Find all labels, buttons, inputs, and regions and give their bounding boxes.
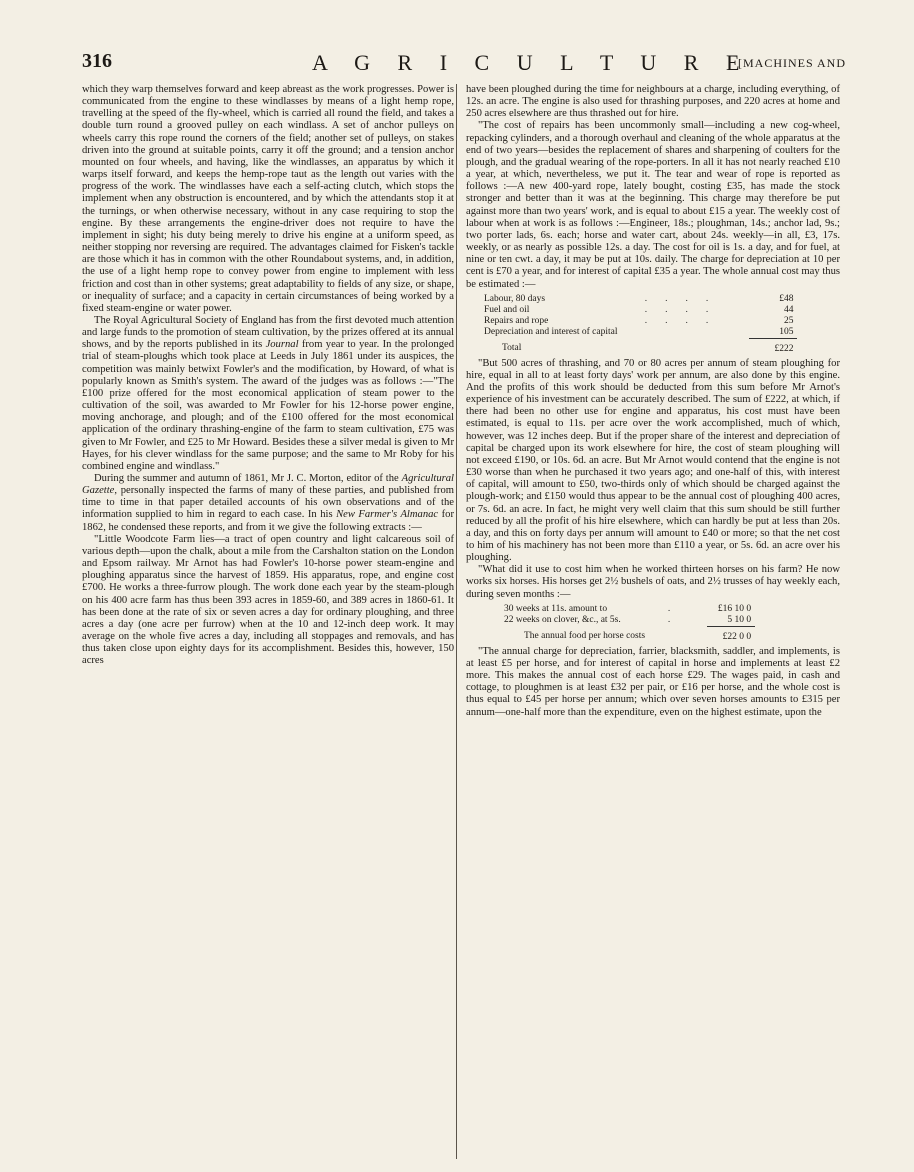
page-number: 316 [82,50,112,72]
table-row: 22 weeks on clover, &c., at 5s. . 5 10 0 [504,614,752,625]
table-row: Fuel and oil .... 44 [484,304,794,315]
paragraph: "What did it use to cost him when he worked thirteen horses on his farm? He now works six horses. His horses get 2½ bushels of oats, and 2½ trusses of hay weekly each, during seven months :— [466,564,840,600]
table-total-row: Total £222 [480,338,797,355]
paragraph: "The cost of repairs has been uncommonly small—including a new cog-wheel, repacking cylinders, and a thorough overhaul and cleaning of the whole apparatus at the end of two years—besides the replacement of shares and sharpening of coulters for the plough, and the gradual wearing of the rope-porters. In all it has not nearly reached £10 a year, at which, nevertheless, we put it. The tear and wear of rope is reported as follows :—A new 400-yard rope, lately bought, costing £35, has made the stock stronger and better than it was at the beginning. This charge may therefore be put against more than two years' work, and is equal to about £15 a year. The weekly cost of labour when at work is as follows :—Engineer, 18s.; ploughman, 14s.; anchor lad, 9s.; two porter lads, 6s. each; horse and water cart, about 24s. weekly—in all, £3, 17s. weekly, or as nearly as possible 12s. a day. The cost for oil is 1s. a day, and for fuel, at nine or ten cwt. a day, it may be put at 10s. daily. The charge for depreciation at 10 per cent is £70 a year, and for interest of capital £35 a year. The whole annual cost may thus be estimated :— [466,120,840,290]
paragraph: which they warp themselves forward and keep abreast as the work progresses. Power is communicated from the engine to these windlasses by means of a light hemp rope, travelling at the speed of the fly-wheel, which is carried all round the field, and takes a double turn round a grooved pulley on each windlass. A set of anchor pulleys on wheels carry this rope round the corners of the field; another set of pulleys, on stakes driven into the ground at suitable points, carry it off the ground; and a tension anchor mounted on four wheels, and having, like the windlasses, an apparatus by which it warps itself forward, and keeps the hemp-rope taut as the length out varies with the progress of the work. The windlasses have each a self-acting clutch, which stops the implement when any obstruction is encountered, and by which the attendants stop it at the turnings, or when otherwise necessary, without in any case requiring to stop the engine. By these arrangements the engine-driver does not require to have the implement in sight; his duty being merely to drive his engine at a uniform speed, as neither stopping nor reversing are required. The advantages claimed for Fisken's tackle are those which it has in common with the other Roundabout systems, and, in addition, the use of a light hemp rope to convey power from engine to implement with less friction and cost than in other systems; great adaptability to fields of any size, or shape, or inequality of surface; and a capacity in certain circumstances of being worked by a fixed steam-engine or water power. [82,84,454,314]
paragraph: The Royal Agricultural Society of England has from the first devoted much attention and large funds to the promotion of steam cultivation, by the prizes offered at its annual shows, and by the reports published in its Journal from year to year. In the prolonged trial of steam-ploughs which took place at Leeds in July 1861 under its auspices, the competition was mainly betwixt Fowler's and the modification, by Howard, of what is popularly known as Smith's system. The award of the judges was as follows :—"The £100 prize offered for the most economical application of steam power to the cultivation of the soil, was awarded to Mr Fowler for his 12-horse power engine, moving anchorage, and plough; and of the £100 offered for the most economical application of the ordinary thrashing-engine of the farm to steam cultivation, £75 was given to Mr Fowler, and £25 to Mr Howard. Besides these a silver medal is given to Mr Hayes, for his clever windlass for the same purpose; and the same to Mr Roby for his combined engine and windlass." [82,314,454,472]
paragraph: have been ploughed during the time for neighbours at a charge, including everything, of 12s. an acre. The engine is also used for thrashing purposes, and 220 acres at home and 250 acres elsewhere are thus thrashed out for hire. [466,84,840,120]
horse-food-table [480,604,755,643]
column-divider [456,84,457,1159]
table-total-row: The annual food per horse costs £22 0 0 [480,626,755,643]
left-column [82,84,454,668]
running-head: [MACHINES AND [737,56,846,70]
paragraph: During the summer and autumn of 1861, Mr J. C. Morton, editor of the Agricultural Gazette, personally inspected the farms of many of these parties, and published from time to time in that paper detailed accounts of his own observations and of the information supplied to him in regard to each case. In his New Farmer's Almanac for 1862, he condensed these reports, and from it we give the following extracts :— [82,473,454,533]
table-row: Repairs and rope .... 25 [484,315,794,326]
paragraph: "The annual charge for depreciation, farrier, blacksmith, saddler, and implements, is at least £5 per horse, and for interest of capital in horse and implements at least £2 more. This makes the annual cost of each horse £29. The wages paid, in cash and cottage, to ploughmen is at least £32 per pair, or £16 per horse, and the whole cost is thus equal to £45 per horse per annum; which over seven horses amounts to £315 per annum—one-half more than the expenditure, even on the highest estimate, upon the [466,645,840,718]
table-row: Labour, 80 days .... £48 [484,293,794,304]
right-column [466,84,840,719]
page-header [82,50,846,78]
paragraph: "Little Woodcote Farm lies—a tract of open country and light calcareous soil of various depth—upon the chalk, about a mile from the Carshalton station on the London and Epsom railway. Mr Arnot has had Fowler's 10-horse power steam-engine and ploughing apparatus since the harvest of 1859. His apparatus, rope, and engine cost £700. He works a three-furrow plough. The work done each year by the steam-plough on his 400 acre farm has thus been 393 acres in 1859-60, and 389 acres in 1860-61. It has been done at the rate of six or seven acres a day for ordinary ploughing, and three acres a day (one acre per furrow) when at the 10 and 12-inch deep work. It may average on the whole five acres a day, including all stoppages and removals, and has thus taken close upon eighty days for its accomplishment. Besides this, however, 150 acres [82,533,454,667]
table-row: 30 weeks at 11s. amount to . £16 10 0 [504,603,752,614]
table-row: Depreciation and interest of capital 105 [484,326,794,337]
paragraph: "But 500 acres of thrashing, and 70 or 80 acres per annum of steam ploughing for hire, equal in all to at least forty days' work per annum, are also done by this engine. And the profits of this work should be deducted from this sum before Mr Arnot's experience of his investment can be accurately described. The sum of £222, at which, if there had been no other use for engine and apparatus, his cost must have been estimated, is equal to 11s. per acre over the work accomplished, much of which, however, was 12 inches deep. But if the proper share of the interest and depreciation of capital be charged upon its work elsewhere for hire, the cost of steam ploughing will not exceed £190, or 10s. 6d. an acre. But Mr Arnot would contend that the engine is not £30 worse than when he purchased it two years ago; and one-half of this, with interest of capital, will amount to £50, two-thirds only of which should be charged against the plough-work; and £150 would thus appear to be the annual cost of ploughing 400 acres, or 7s. 6d. an acre. In fact, he might very well claim that this sum should be still further reduced by all the profit of his hire elsewhere, which can hardly be put at less than 20s. a day, and this on forty days per annum will amount to £40 or more; so that the net cost to him of his machinery has not been more than £110 a year, or 5s. 6d. an acre over his ploughing. [466,357,840,564]
annual-cost-table [480,294,797,355]
page-title: A G R I C U L T U R E [312,50,751,75]
